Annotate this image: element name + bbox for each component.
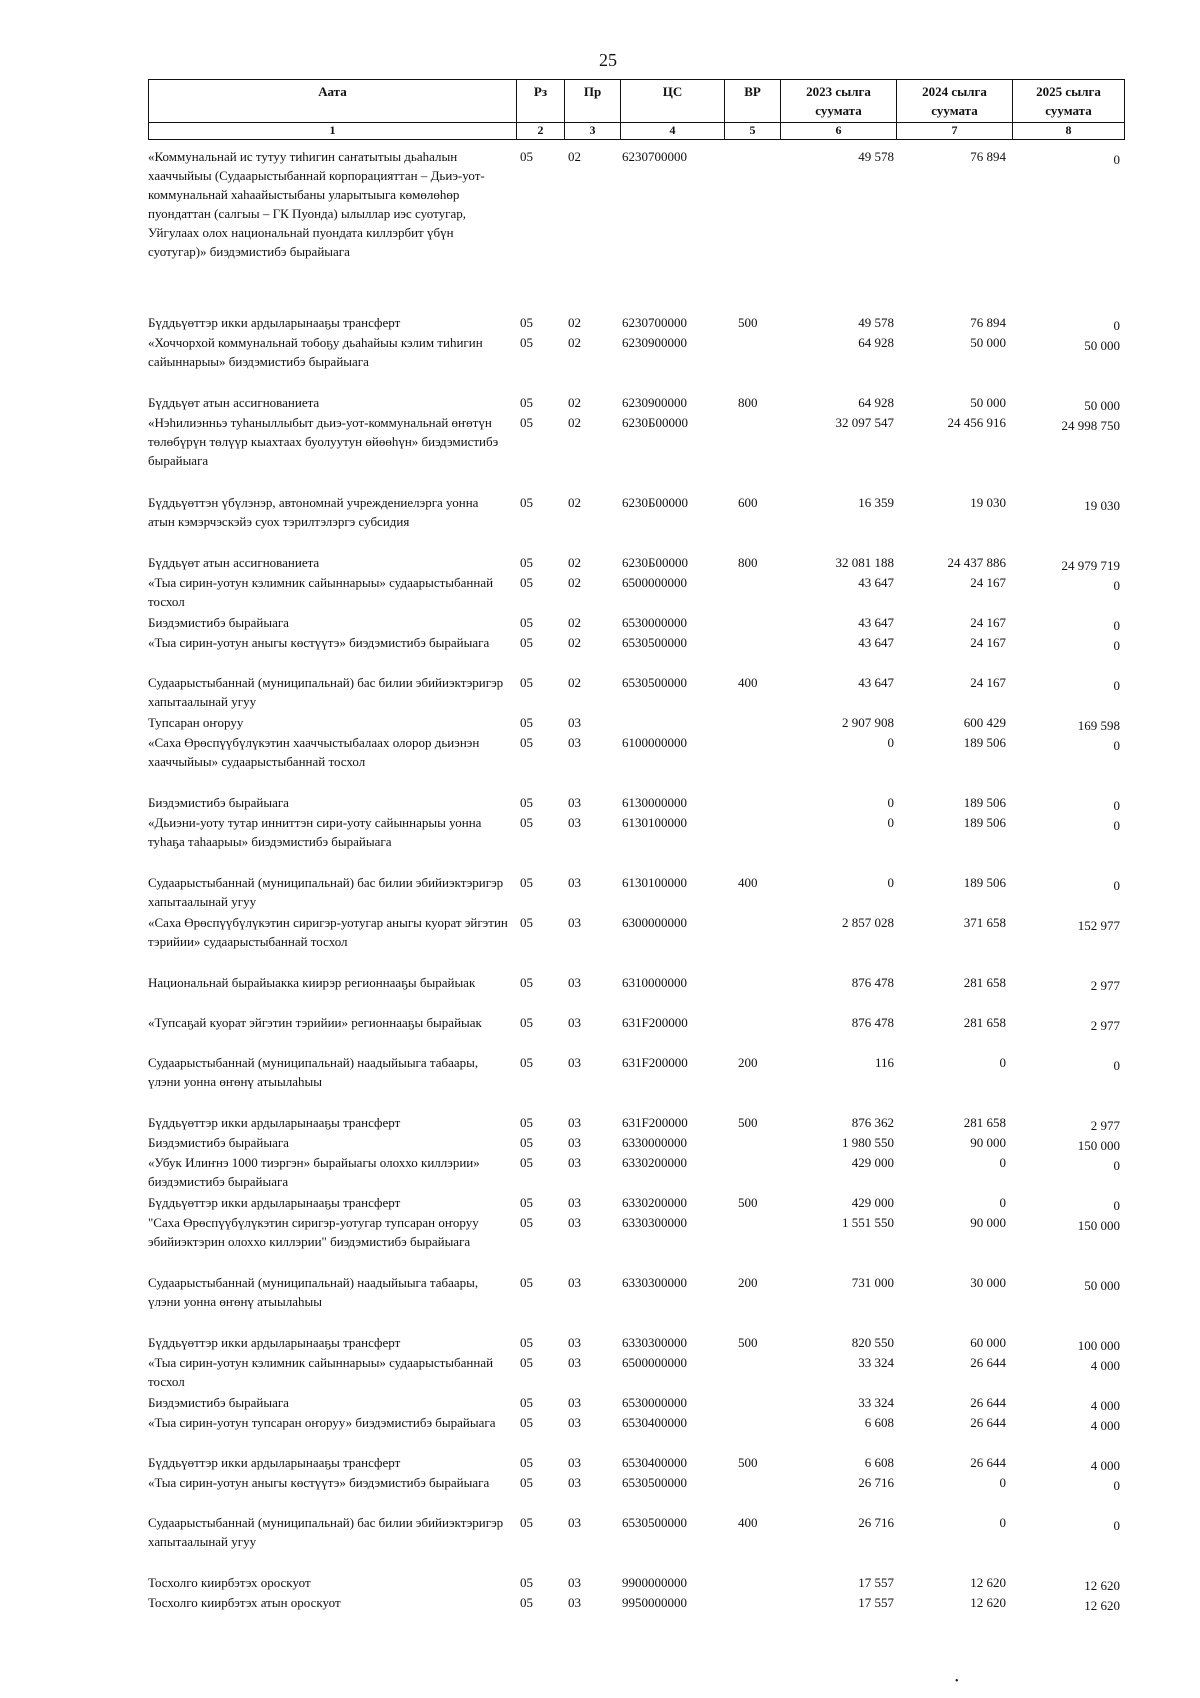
col-number-8: 8 <box>1013 123 1125 140</box>
row-amount-2025: 50 000 <box>1084 398 1120 413</box>
row-pr: 03 <box>568 1135 581 1150</box>
row-rz: 05 <box>520 1515 533 1530</box>
row-cs: 6530500000 <box>622 675 687 690</box>
col-header-2024: 2024 сылга суумата <box>897 80 1013 123</box>
row-pr: 03 <box>568 1515 581 1530</box>
row-amount-2023: 64 928 <box>858 335 894 350</box>
col-header-name: Аата <box>149 80 517 123</box>
row-name: «Тыа сирин-уотун тупсаран оҥоруу» биэдэмистибэ бырайыага <box>148 1415 496 1430</box>
row-amount-2024: 50 000 <box>970 395 1006 410</box>
row-pr: 03 <box>568 1155 581 1170</box>
row-name: «Тыа сирин-уотун аныгы көстүүтэ» биэдэмистибэ бырайыага <box>148 1475 490 1490</box>
row-cs: 6330200000 <box>622 1195 687 1210</box>
row-vr: 400 <box>738 875 758 890</box>
row-amount-2023: 32 081 188 <box>835 555 894 570</box>
row-name: «Нэһилиэнньэ туһаныллыбыт дьиэ-уот-коммунальнай өҥөтүн төлөбүрүн төлүүр кыахтаах буолуутун өйөөһүн» биэдэмистибэ бырайыага <box>148 415 499 468</box>
row-cs: 6500000000 <box>622 1355 687 1370</box>
row-amount-2025: 4 000 <box>1090 1418 1120 1433</box>
row-rz: 05 <box>520 495 533 510</box>
row-amount-2025: 12 620 <box>1084 1598 1120 1613</box>
row-cs: 6130000000 <box>622 795 687 810</box>
row-vr: 600 <box>738 495 758 510</box>
row-pr: 02 <box>568 335 581 350</box>
row-amount-2024: 281 658 <box>963 1115 1006 1130</box>
row-pr: 02 <box>568 149 581 164</box>
row-name: Биэдэмистибэ бырайыага <box>148 615 289 630</box>
row-amount-2023: 6 608 <box>864 1455 894 1470</box>
row-name: Бүддьүөттэр икки ардыларынааҕы трансферт <box>148 1335 401 1350</box>
row-name: Биэдэмистибэ бырайыага <box>148 1395 289 1410</box>
row-amount-2025: 50 000 <box>1084 1278 1120 1293</box>
row-cs: 9950000000 <box>622 1595 687 1610</box>
row-cs: 6230Б00000 <box>622 555 688 570</box>
row-pr: 02 <box>568 555 581 570</box>
row-pr: 03 <box>568 1355 581 1370</box>
row-amount-2023: 26 716 <box>858 1515 894 1530</box>
row-amount-2024: 24 167 <box>970 675 1006 690</box>
row-rz: 05 <box>520 1395 533 1410</box>
row-rz: 05 <box>520 1055 533 1070</box>
row-name: Тосхолго киирбэтэх ороскуот <box>148 1575 311 1590</box>
row-name: «Коммунальнай ис тутуу тиһигин саҥатытыы дьаһалын хааччыйыы (Судаарыстыбаннай корпорацияттан – Дьиэ-уот-коммунальнай хаһаайыстыбаны уларытыыга көмөлөһөр пуондаттан (салгыы – ГК Пуонда) ылыллар иэс суотугар, Уйгулаах олох национальнай пуондата киллэрбит үбүн суотугар)» биэдэмистибэ бырайыага <box>148 149 485 259</box>
row-name: «Тыа сирин-уотун кэлимник сайыннарыы» судаарыстыбаннай тосхол <box>148 575 494 609</box>
row-amount-2025: 0 <box>1113 738 1120 753</box>
row-rz: 05 <box>520 1275 533 1290</box>
row-rz: 05 <box>520 1455 533 1470</box>
row-amount-2024: 24 456 916 <box>947 415 1006 430</box>
row-pr: 03 <box>568 1575 581 1590</box>
row-amount-2024: 26 644 <box>970 1415 1006 1430</box>
row-vr: 500 <box>738 1115 758 1130</box>
row-vr: 200 <box>738 1275 758 1290</box>
row-rz: 05 <box>520 315 533 330</box>
row-pr: 03 <box>568 1015 581 1030</box>
row-name: «Саха Өрөспүүбүлүкэтин хааччыстыбалаах олорор дьиэнэн хааччыйыы» судаарыстыбаннай тосхол <box>148 735 480 769</box>
row-amount-2023: 820 550 <box>851 1335 894 1350</box>
row-amount-2023: 876 478 <box>851 1015 894 1030</box>
row-pr: 02 <box>568 615 581 630</box>
row-name: Национальнай бырайыакка киирэр регионнааҕы бырайыак <box>148 975 476 990</box>
row-name: Биэдэмистибэ бырайыага <box>148 795 289 810</box>
row-amount-2025: 150 000 <box>1077 1138 1120 1153</box>
row-cs: 9900000000 <box>622 1575 687 1590</box>
row-rz: 05 <box>520 1135 533 1150</box>
row-amount-2023: 43 647 <box>858 675 894 690</box>
row-name: Судаарыстыбаннай (муниципальнай) наадыйыыга табаары, үлэни уонна өҥөнү атыылаһыы <box>148 1055 479 1089</box>
row-amount-2025: 4 000 <box>1090 1458 1120 1473</box>
row-rz: 05 <box>520 675 533 690</box>
row-amount-2024: 24 167 <box>970 575 1006 590</box>
row-rz: 05 <box>520 1015 533 1030</box>
row-rz: 05 <box>520 1215 533 1230</box>
row-name: Судаарыстыбаннай (муниципальнай) бас билии эбийиэктэригэр хапытаалынай угуу <box>148 1515 504 1549</box>
page-number: 25 <box>599 50 617 70</box>
row-rz: 05 <box>520 815 533 830</box>
row-cs: 6530500000 <box>622 635 687 650</box>
row-cs: 6530400000 <box>622 1415 687 1430</box>
row-pr: 02 <box>568 575 581 590</box>
row-rz: 05 <box>520 149 533 164</box>
row-amount-2025: 169 598 <box>1077 718 1120 733</box>
row-cs: 6330300000 <box>622 1275 687 1290</box>
row-rz: 05 <box>520 1355 533 1370</box>
row-amount-2024: 26 644 <box>970 1395 1006 1410</box>
row-cs: 6230700000 <box>622 315 687 330</box>
row-name: «Убук Илиҥнэ 1000 тиэргэн» бырайыагы олоххо киллэрии» биэдэмистибэ бырайыага <box>148 1155 480 1189</box>
row-name: Тупсаран оҥоруу <box>148 715 244 730</box>
row-amount-2023: 43 647 <box>858 615 894 630</box>
row-name: «Тупсаҕай куорат эйгэтин тэрийии» регионнааҕы бырайыак <box>148 1015 482 1030</box>
row-amount-2025: 50 000 <box>1084 338 1120 353</box>
row-name: Биэдэмистибэ бырайыага <box>148 1135 289 1150</box>
row-cs: 6330300000 <box>622 1215 687 1230</box>
row-amount-2025: 12 620 <box>1084 1578 1120 1593</box>
row-pr: 02 <box>568 635 581 650</box>
row-pr: 02 <box>568 495 581 510</box>
row-amount-2024: 12 620 <box>970 1575 1006 1590</box>
row-amount-2025: 100 000 <box>1077 1338 1120 1353</box>
row-amount-2025: 4 000 <box>1090 1398 1120 1413</box>
row-amount-2024: 90 000 <box>970 1215 1006 1230</box>
col-number-5: 5 <box>725 123 781 140</box>
row-pr: 03 <box>568 1335 581 1350</box>
row-pr: 03 <box>568 815 581 830</box>
row-cs: 6530400000 <box>622 1455 687 1470</box>
row-amount-2023: 1 980 550 <box>842 1135 894 1150</box>
row-amount-2024: 26 644 <box>970 1355 1006 1370</box>
row-cs: 6300000000 <box>622 915 687 930</box>
row-rz: 05 <box>520 1595 533 1610</box>
row-amount-2024: 600 429 <box>963 715 1006 730</box>
row-cs: 6130100000 <box>622 815 687 830</box>
row-pr: 03 <box>568 1455 581 1470</box>
row-amount-2025: 0 <box>1113 152 1120 167</box>
row-rz: 05 <box>520 1115 533 1130</box>
row-amount-2024: 281 658 <box>963 975 1006 990</box>
row-pr: 03 <box>568 1215 581 1230</box>
row-amount-2024: 26 644 <box>970 1455 1006 1470</box>
row-rz: 05 <box>520 1335 533 1350</box>
col-number-4: 4 <box>621 123 725 140</box>
row-rz: 05 <box>520 975 533 990</box>
row-amount-2025: 0 <box>1113 1518 1120 1533</box>
row-rz: 05 <box>520 395 533 410</box>
row-rz: 05 <box>520 875 533 890</box>
col-header-pr: Пр <box>565 80 621 123</box>
row-amount-2023: 32 097 547 <box>835 415 894 430</box>
row-rz: 05 <box>520 1415 533 1430</box>
col-header-2025: 2025 сылга суумата <box>1013 80 1125 123</box>
row-cs: 6230900000 <box>622 335 687 350</box>
row-vr: 200 <box>738 1055 758 1070</box>
row-pr: 03 <box>568 735 581 750</box>
row-name: «Дьиэни-уоту тутар инниттэн сири-уоту сайыннарыы уонна туһаҕа таһаарыы» биэдэмистибэ бырайыага <box>148 815 482 849</box>
row-amount-2025: 2 977 <box>1090 978 1120 993</box>
row-amount-2023: 49 578 <box>858 149 894 164</box>
row-pr: 03 <box>568 1595 581 1610</box>
row-amount-2024: 0 <box>999 1055 1006 1070</box>
row-rz: 05 <box>520 555 533 570</box>
row-amount-2024: 0 <box>999 1195 1006 1210</box>
row-pr: 03 <box>568 1055 581 1070</box>
row-amount-2024: 189 506 <box>963 815 1006 830</box>
row-pr: 02 <box>568 675 581 690</box>
row-amount-2025: 2 977 <box>1090 1118 1120 1133</box>
row-amount-2025: 0 <box>1113 1058 1120 1073</box>
row-amount-2025: 0 <box>1113 678 1120 693</box>
col-header-rz: Рз <box>517 80 565 123</box>
row-cs: 6530000000 <box>622 1395 687 1410</box>
row-name: «Хоччорхой коммунальнай тобоҕу дьаһайыы кэлим тиһигин сайыннарыы» биэдэмистибэ бырайыага <box>148 335 483 369</box>
row-amount-2024: 0 <box>999 1475 1006 1490</box>
row-name: Бүддьүөттэр икки ардыларынааҕы трансферт <box>148 1195 401 1210</box>
row-rz: 05 <box>520 1155 533 1170</box>
row-pr: 03 <box>568 1115 581 1130</box>
row-pr: 03 <box>568 975 581 990</box>
row-vr: 500 <box>738 1335 758 1350</box>
row-cs: 631F200000 <box>622 1015 688 1030</box>
row-amount-2025: 24 998 750 <box>1061 418 1120 433</box>
row-amount-2023: 876 362 <box>851 1115 894 1130</box>
row-rz: 05 <box>520 575 533 590</box>
row-amount-2024: 189 506 <box>963 875 1006 890</box>
row-amount-2025: 0 <box>1113 638 1120 653</box>
row-amount-2023: 43 647 <box>858 635 894 650</box>
row-name: «Тыа сирин-уотун кэлимник сайыннарыы» судаарыстыбаннай тосхол <box>148 1355 494 1389</box>
row-cs: 6500000000 <box>622 575 687 590</box>
col-header-2023: 2023 сылга суумата <box>781 80 897 123</box>
row-rz: 05 <box>520 735 533 750</box>
row-rz: 05 <box>520 615 533 630</box>
col-number-1: 1 <box>149 123 517 140</box>
row-amount-2024: 281 658 <box>963 1015 1006 1030</box>
row-cs: 6530500000 <box>622 1515 687 1530</box>
row-pr: 03 <box>568 875 581 890</box>
row-amount-2025: 0 <box>1113 578 1120 593</box>
row-name: Судаарыстыбаннай (муниципальнай) бас билии эбийиэктэригэр хапытаалынай угуу <box>148 675 504 709</box>
row-amount-2024: 24 167 <box>970 635 1006 650</box>
row-amount-2023: 43 647 <box>858 575 894 590</box>
row-vr: 400 <box>738 1515 758 1530</box>
row-cs: 6310000000 <box>622 975 687 990</box>
row-amount-2025: 2 977 <box>1090 1018 1120 1033</box>
row-pr: 03 <box>568 1395 581 1410</box>
row-amount-2024: 60 000 <box>970 1335 1006 1350</box>
row-name: Судаарыстыбаннай (муниципальнай) бас билии эбийиэктэригэр хапытаалынай угуу <box>148 875 504 909</box>
row-name: Бүддьүөттэн үбүлэнэр, автономнай учреждениелэрга уонна атын кэмэрчэскэйэ суох тэрилтэлэргэ субсидия <box>148 495 479 529</box>
row-amount-2023: 16 359 <box>858 495 894 510</box>
row-pr: 03 <box>568 795 581 810</box>
row-name: Тосхолго киирбэтэх атын ороскуот <box>148 1595 341 1610</box>
row-name: "Саха Өрөспүүбүлүкэтин сиригэр-уотугар тупсаран оҥоруу эбийиэктэрин олоххо киллэрии" биэдэмистибэ бырайыага <box>148 1215 479 1249</box>
row-cs: 6230900000 <box>622 395 687 410</box>
row-cs: 6530500000 <box>622 1475 687 1490</box>
row-amount-2024: 30 000 <box>970 1275 1006 1290</box>
row-amount-2023: 64 928 <box>858 395 894 410</box>
row-amount-2024: 19 030 <box>970 495 1006 510</box>
row-amount-2023: 2 857 028 <box>842 915 894 930</box>
row-cs: 631F200000 <box>622 1115 688 1130</box>
row-amount-2023: 0 <box>887 815 894 830</box>
row-pr: 03 <box>568 1195 581 1210</box>
row-cs: 631F200000 <box>622 1055 688 1070</box>
row-pr: 03 <box>568 715 581 730</box>
col-header-cs: ЦС <box>621 80 725 123</box>
row-amount-2025: 0 <box>1113 798 1120 813</box>
row-pr: 02 <box>568 415 581 430</box>
row-amount-2024: 76 894 <box>970 149 1006 164</box>
row-name: Бүддьүөт атын ассигнованиета <box>148 555 320 570</box>
row-amount-2023: 17 557 <box>858 1595 894 1610</box>
row-amount-2024: 50 000 <box>970 335 1006 350</box>
row-amount-2024: 90 000 <box>970 1135 1006 1150</box>
row-amount-2025: 0 <box>1113 818 1120 833</box>
row-pr: 02 <box>568 315 581 330</box>
row-amount-2024: 24 437 886 <box>947 555 1006 570</box>
row-amount-2023: 49 578 <box>858 315 894 330</box>
row-name: Бүддьүөттэр икки ардыларынааҕы трансферт <box>148 1455 401 1470</box>
row-rz: 05 <box>520 795 533 810</box>
row-pr: 03 <box>568 1275 581 1290</box>
row-pr: 03 <box>568 1475 581 1490</box>
row-name: Судаарыстыбаннай (муниципальнай) наадыйыыга табаары, үлэни уонна өҥөнү атыылаһыы <box>148 1275 479 1309</box>
col-number-7: 7 <box>897 123 1013 140</box>
row-amount-2023: 33 324 <box>858 1395 894 1410</box>
row-amount-2024: 189 506 <box>963 795 1006 810</box>
row-amount-2023: 731 000 <box>851 1275 894 1290</box>
row-vr: 500 <box>738 315 758 330</box>
row-rz: 05 <box>520 1475 533 1490</box>
row-name: Бүддьүөттэр икки ардыларынааҕы трансферт <box>148 315 401 330</box>
row-amount-2025: 0 <box>1113 878 1120 893</box>
row-cs: 6230Б00000 <box>622 415 688 430</box>
row-cs: 6330200000 <box>622 1155 687 1170</box>
row-amount-2025: 0 <box>1113 1158 1120 1173</box>
row-rz: 05 <box>520 1575 533 1590</box>
row-name: Бүддьүөт атын ассигнованиета <box>148 395 320 410</box>
row-amount-2024: 0 <box>999 1155 1006 1170</box>
row-rz: 05 <box>520 335 533 350</box>
row-amount-2024: 371 658 <box>963 915 1006 930</box>
row-pr: 02 <box>568 395 581 410</box>
row-name: «Тыа сирин-уотун аныгы көстүүтэ» биэдэмистибэ бырайыага <box>148 635 490 650</box>
row-cs: 6330300000 <box>622 1335 687 1350</box>
row-pr: 03 <box>568 915 581 930</box>
col-header-vr: ВР <box>725 80 781 123</box>
row-rz: 05 <box>520 915 533 930</box>
row-amount-2023: 2 907 908 <box>842 715 894 730</box>
row-amount-2023: 0 <box>887 795 894 810</box>
row-amount-2024: 189 506 <box>963 735 1006 750</box>
row-name: «Саха Өрөспүүбүлүкэтин сиригэр-уотугар аныгы куорат эйгэтин тэрийии» судаарыстыбаннай тосхол <box>148 915 508 949</box>
row-cs: 6230Б00000 <box>622 495 688 510</box>
row-amount-2023: 0 <box>887 875 894 890</box>
row-amount-2025: 24 979 719 <box>1061 558 1120 573</box>
row-amount-2023: 876 478 <box>851 975 894 990</box>
row-vr: 400 <box>738 675 758 690</box>
row-amount-2023: 17 557 <box>858 1575 894 1590</box>
col-number-2: 2 <box>517 123 565 140</box>
row-cs: 6530000000 <box>622 615 687 630</box>
row-amount-2025: 0 <box>1113 1198 1120 1213</box>
row-amount-2023: 0 <box>887 735 894 750</box>
row-amount-2024: 0 <box>999 1515 1006 1530</box>
row-vr: 800 <box>738 555 758 570</box>
row-amount-2025: 0 <box>1113 1478 1120 1493</box>
scan-mark: • <box>955 1676 959 1687</box>
row-amount-2024: 76 894 <box>970 315 1006 330</box>
row-rz: 05 <box>520 635 533 650</box>
row-amount-2023: 429 000 <box>851 1195 894 1210</box>
row-amount-2025: 19 030 <box>1084 498 1120 513</box>
row-rz: 05 <box>520 1195 533 1210</box>
row-amount-2025: 152 977 <box>1077 918 1120 933</box>
row-vr: 500 <box>738 1195 758 1210</box>
row-rz: 05 <box>520 715 533 730</box>
row-amount-2023: 33 324 <box>858 1355 894 1370</box>
row-amount-2025: 150 000 <box>1077 1218 1120 1233</box>
row-amount-2025: 0 <box>1113 618 1120 633</box>
row-amount-2023: 1 551 550 <box>842 1215 894 1230</box>
row-cs: 6330000000 <box>622 1135 687 1150</box>
row-amount-2023: 116 <box>874 1055 894 1070</box>
row-amount-2024: 12 620 <box>970 1595 1006 1610</box>
row-amount-2025: 0 <box>1113 318 1120 333</box>
row-cs: 6230700000 <box>622 149 687 164</box>
row-vr: 800 <box>738 395 758 410</box>
row-name: Бүддьүөттэр икки ардыларынааҕы трансферт <box>148 1115 401 1130</box>
row-amount-2023: 6 608 <box>864 1415 894 1430</box>
col-number-3: 3 <box>565 123 621 140</box>
col-number-6: 6 <box>781 123 897 140</box>
row-pr: 03 <box>568 1415 581 1430</box>
row-amount-2024: 24 167 <box>970 615 1006 630</box>
row-vr: 500 <box>738 1455 758 1470</box>
row-cs: 6130100000 <box>622 875 687 890</box>
row-amount-2025: 4 000 <box>1090 1358 1120 1373</box>
row-cs: 6100000000 <box>622 735 687 750</box>
row-amount-2023: 429 000 <box>851 1155 894 1170</box>
row-amount-2023: 26 716 <box>858 1475 894 1490</box>
row-rz: 05 <box>520 415 533 430</box>
